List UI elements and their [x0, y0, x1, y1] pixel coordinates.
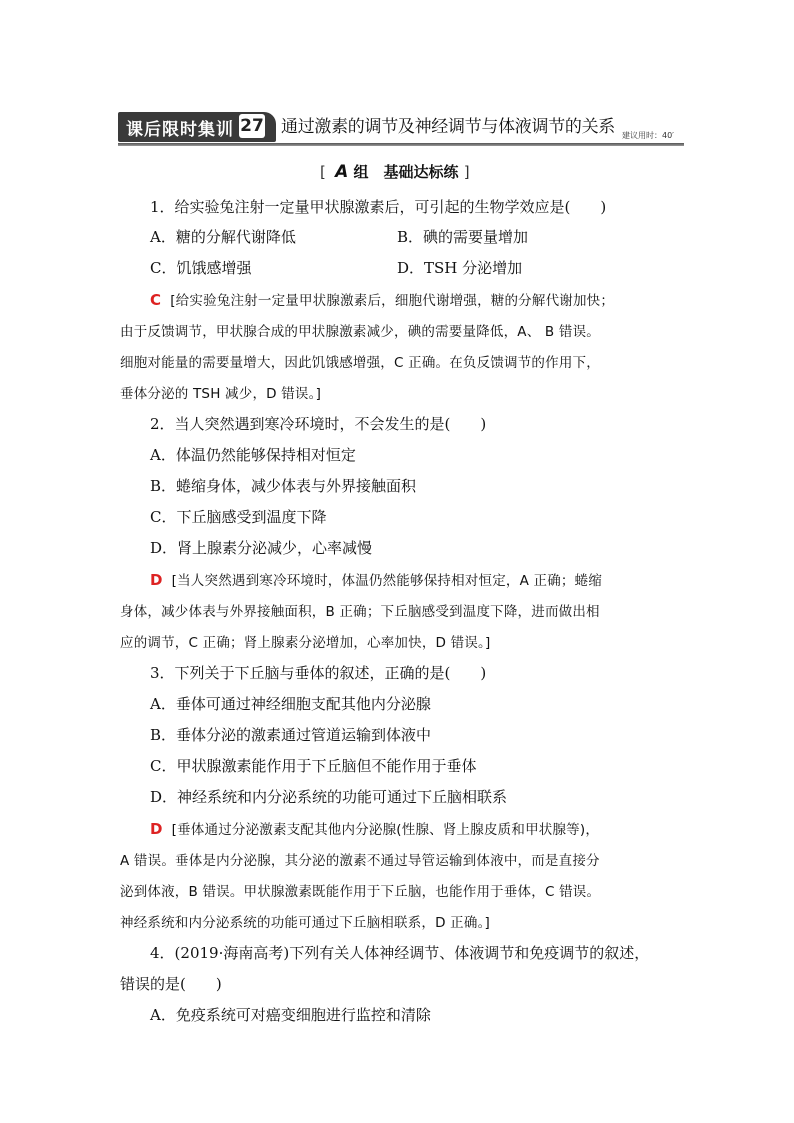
answer-text: 身体，减少体表与外界接触面积，B 正确；下丘脑感受到温度下降，进而做出相	[120, 604, 600, 620]
answer-mark: C	[150, 291, 162, 309]
bracket-left: [	[320, 163, 326, 181]
answer-line	[120, 320, 600, 340]
answer-line	[150, 289, 614, 309]
answer-line	[150, 569, 602, 589]
answer-line	[120, 911, 490, 931]
question-line: B．垂体分泌的激素通过管道运输到体液中	[150, 726, 432, 744]
question-line: 4．(2019·海南高考)下列有关人体神经调节、体液调节和免疫调节的叙述，	[150, 944, 650, 962]
question-line: B．碘的需要量增加	[397, 228, 529, 246]
answer-text: A 错误。垂体是内分泌腺，其分泌的激素不通过导管运输到体液中，而是直接分	[120, 853, 600, 869]
question-line: 1．给实验兔注射一定量甲状腺激素后，可引起的生物学效应是( )	[150, 198, 607, 216]
answer-line	[120, 849, 600, 869]
answer-mark: D	[150, 571, 163, 589]
answer-line	[120, 351, 600, 371]
answer-text: 垂体分泌的 TSH 减少，D 错误。]	[120, 386, 322, 402]
group-label: 组 基础达标练	[353, 163, 459, 181]
question-line: A．糖的分解代谢降低	[150, 228, 296, 246]
answer-line	[120, 382, 321, 402]
group-letter: A	[335, 162, 349, 182]
suggested-time: 建议用时：40′	[622, 131, 674, 140]
question-line: A．垂体可通过神经细胞支配其他内分泌腺	[150, 695, 431, 713]
answer-text: [垂体通过分泌激素支配其他内分泌腺(性腺、肾上腺皮质和甲状腺等)，	[171, 822, 600, 838]
lesson-number: 27	[240, 116, 264, 136]
question-line: 错误的是( )	[120, 975, 222, 993]
question-line: C．甲状腺激素能作用于下丘脑但不能作用于垂体	[150, 757, 477, 775]
answer-text: 神经系统和内分泌系统的功能可通过下丘脑相联系，D 正确。]	[120, 915, 491, 931]
answer-line	[120, 880, 600, 900]
question-line: D．肾上腺素分泌减少，心率减慢	[150, 539, 373, 557]
answer-text: 由于反馈调节，甲状腺合成的甲状腺激素减少，碘的需要量降低，A、 B 错误。	[120, 324, 600, 340]
answer-line	[120, 631, 490, 651]
question-line: 3．下列关于下丘脑与垂体的叙述，正确的是( )	[150, 664, 487, 682]
question-line: C．饥饿感增强	[150, 259, 252, 277]
answer-line	[150, 818, 599, 838]
answer-text: 应的调节，C 正确；肾上腺素分泌增加，心率加快，D 错误。]	[120, 635, 491, 651]
answer-text: [给实验兔注射一定量甲状腺激素后，细胞代谢增强，糖的分解代谢加快；	[170, 293, 615, 309]
answer-text: 细胞对能量的需要量增大，因此饥饿感增强，C 正确。在负反馈调节的作用下，	[120, 355, 600, 371]
header-rule	[118, 143, 684, 146]
question-line: D．TSH 分泌增加	[397, 259, 523, 277]
question-line: 2．当人突然遇到寒冷环境时，不会发生的是( )	[150, 415, 487, 433]
question-line: C．下丘脑感受到温度下降	[150, 508, 327, 526]
group-heading	[320, 161, 470, 182]
question-line: D．神经系统和内分泌系统的功能可通过下丘脑相联系	[150, 788, 508, 806]
question-line: A．体温仍然能够保持相对恒定	[150, 446, 356, 464]
answer-text: [当人突然遇到寒冷环境时，体温仍然能够保持相对恒定，A 正确；蜷缩	[171, 573, 603, 589]
badge-label: 课后限时集训	[126, 120, 234, 140]
page-header	[118, 108, 688, 150]
question-line: A．免疫系统可对癌变细胞进行监控和清除	[150, 1006, 431, 1024]
page-title: 通过激素的调节及神经调节与体液调节的关系	[281, 117, 615, 137]
question-line: B．蜷缩身体，减少体表与外界接触面积	[150, 477, 417, 495]
section-badge	[118, 112, 276, 142]
answer-text: 泌到体液，B 错误。甲状腺激素既能作用于下丘脑，也能作用于垂体，C 错误。	[120, 884, 601, 900]
answer-line	[120, 600, 600, 620]
answer-mark: D	[150, 820, 163, 838]
bracket-right: ]	[463, 163, 470, 181]
